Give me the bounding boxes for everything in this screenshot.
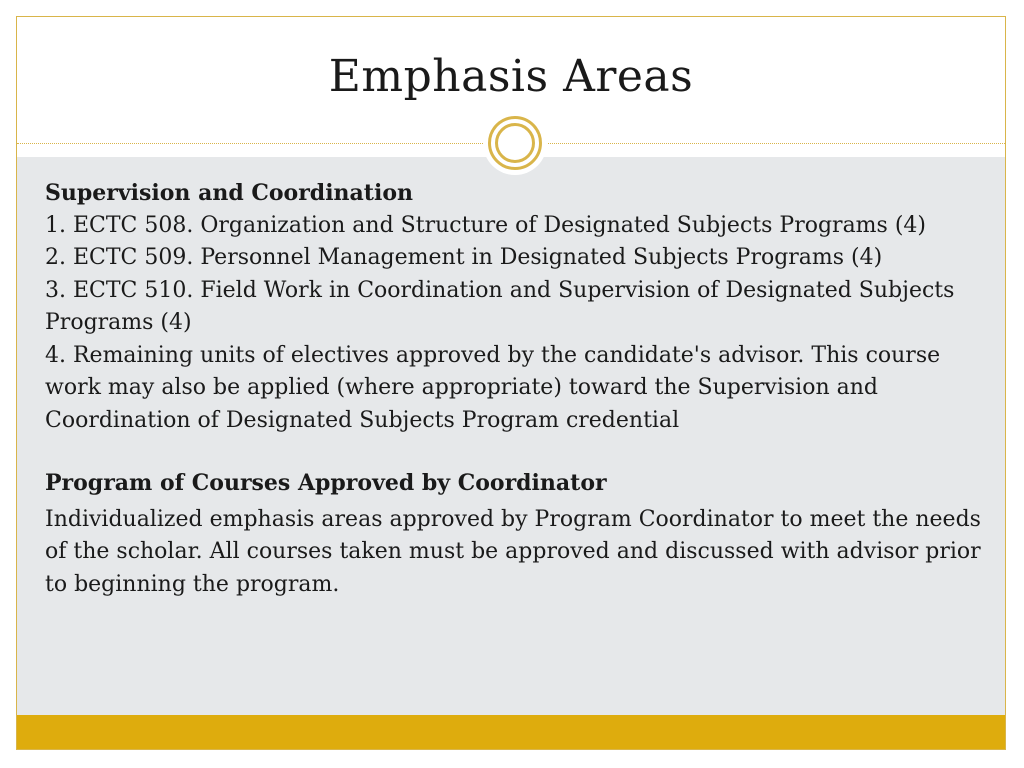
footer-bar [17,715,1005,749]
ring-ornament-inner [495,123,535,163]
course-item: 3. ECTC 510. Field Work in Coordination and Supervision of Designated Subjects Programs (4) [45,277,955,335]
slide [16,16,1006,750]
course-item: 1. ECTC 508. Organization and Structure of Designated Subjects Programs (4) [45,212,926,238]
course-item: 4. Remaining units of electives approved by the candidate's advisor. This course work may also be applied (where appropriate) toward the Supervision and Coordination of Designated Subjects Program credential [45,342,941,433]
section-heading: Program of Courses Approved by Coordinator [45,470,607,496]
section-supervision [45,177,985,437]
body-text [45,177,985,601]
section-paragraph: Individualized emphasis areas approved by Program Coordinator to meet the needs of the scholar. All courses taken must be approved and discussed with advisor prior to beginning the program. [45,506,981,597]
section-program-of-courses [45,467,985,601]
course-item: 2. ECTC 509. Personnel Management in Designated Subjects Programs (4) [45,245,883,270]
section-heading: Supervision and Coordination [45,180,413,206]
slide-title: Emphasis Areas [328,51,694,102]
